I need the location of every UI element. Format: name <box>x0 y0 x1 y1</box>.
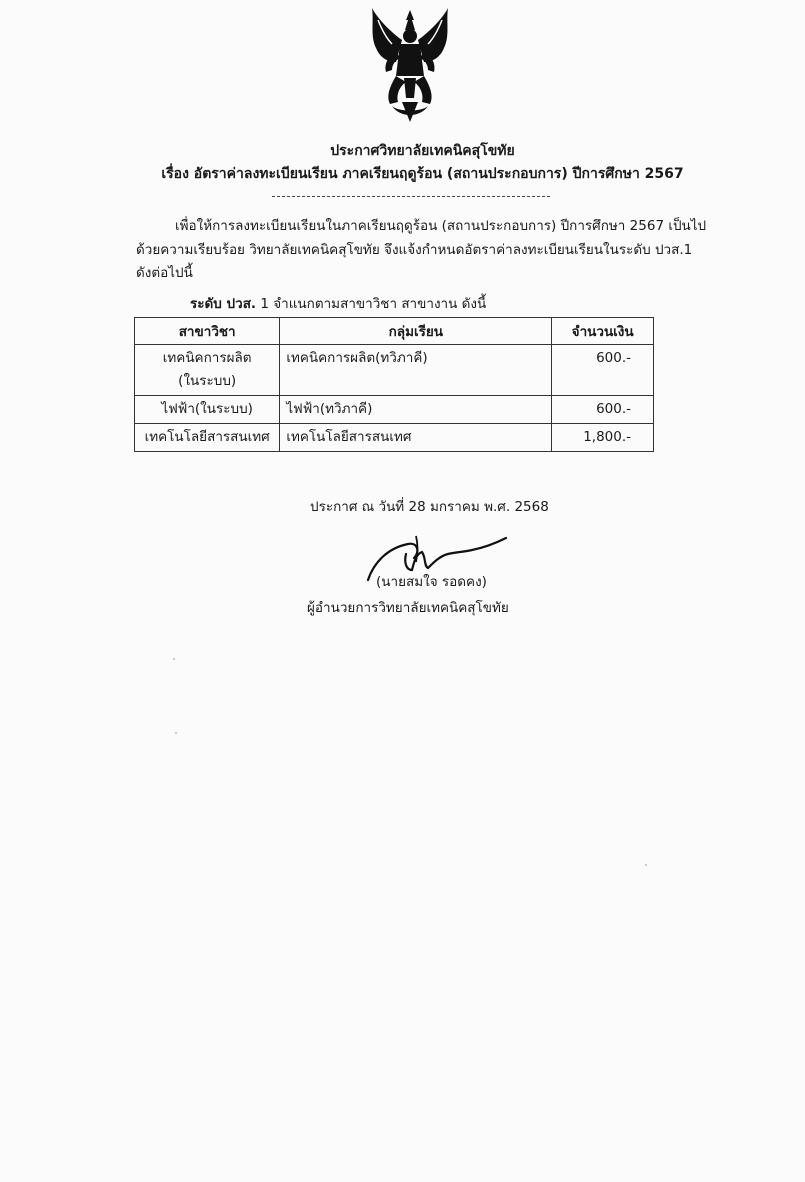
body-line-2: ด้วยความเรียบร้อย วิทยาลัยเทคนิคสุโขทัย จึงแจ้งกำหนดอัตราค่าลงทะเบียนเรียนในระดับ ปวส.1 <box>136 242 693 258</box>
major-cell <box>135 345 280 396</box>
major-line-1: เทคนิคการผลิต <box>162 350 252 366</box>
subheading-level: ระดับ ปวส. <box>190 296 257 312</box>
divider <box>272 196 550 197</box>
table-row <box>135 396 654 424</box>
table-row <box>135 424 654 452</box>
group-cell: เทคโนโลยีสารสนเทศ <box>280 424 552 452</box>
fee-table <box>134 317 654 452</box>
scan-speck <box>175 732 177 734</box>
table-subheading <box>190 292 486 314</box>
column-header-group: กลุ่มเรียน <box>280 318 552 345</box>
major-cell: เทคโนโลยีสารสนเทศ <box>135 424 280 452</box>
subheading-detail: 1 จำแนกตามสาขาวิชา สาขางาน ดังนี้ <box>256 296 487 312</box>
table-row <box>135 345 654 396</box>
amount-cell: 600.- <box>552 396 654 424</box>
garuda-emblem-icon <box>362 6 458 124</box>
document-title: ประกาศวิทยาลัยเทคนิคสุโขทัย <box>330 143 515 159</box>
major-line-2: (ในระบบ) <box>178 373 237 389</box>
amount-cell: 1,800.- <box>552 424 654 452</box>
group-cell: ไฟฟ้า(ทวิภาคี) <box>280 396 552 424</box>
group-cell: เทคนิคการผลิต(ทวิภาคี) <box>280 345 552 396</box>
amount-cell: 600.- <box>552 345 654 396</box>
column-header-major: สาขาวิชา <box>135 318 280 345</box>
body-line-1: เพื่อให้การลงทะเบียนเรียนในภาคเรียนฤดูร้อน (สถานประกอบการ) ปีการศึกษา 2567 เป็นไป <box>175 218 707 234</box>
major-cell: ไฟฟ้า(ในระบบ) <box>135 396 280 424</box>
table-header-row <box>135 318 654 345</box>
signer-position: ผู้อำนวยการวิทยาลัยเทคนิคสุโขทัย <box>307 600 509 616</box>
scan-speck <box>173 658 175 660</box>
body-line-3: ดังต่อไปนี้ <box>136 265 193 281</box>
signer-name: (นายสมใจ รอดคง) <box>376 574 487 590</box>
column-header-amount: จำนวนเงิน <box>552 318 654 345</box>
document-subject: เรื่อง อัตราค่าลงทะเบียนเรียน ภาคเรียนฤดูร้อน (สถานประกอบการ) ปีการศึกษา 2567 <box>161 166 684 182</box>
scan-speck <box>645 864 647 866</box>
announcement-date: ประกาศ ณ วันที่ 28 มกราคม พ.ศ. 2568 <box>310 499 549 515</box>
